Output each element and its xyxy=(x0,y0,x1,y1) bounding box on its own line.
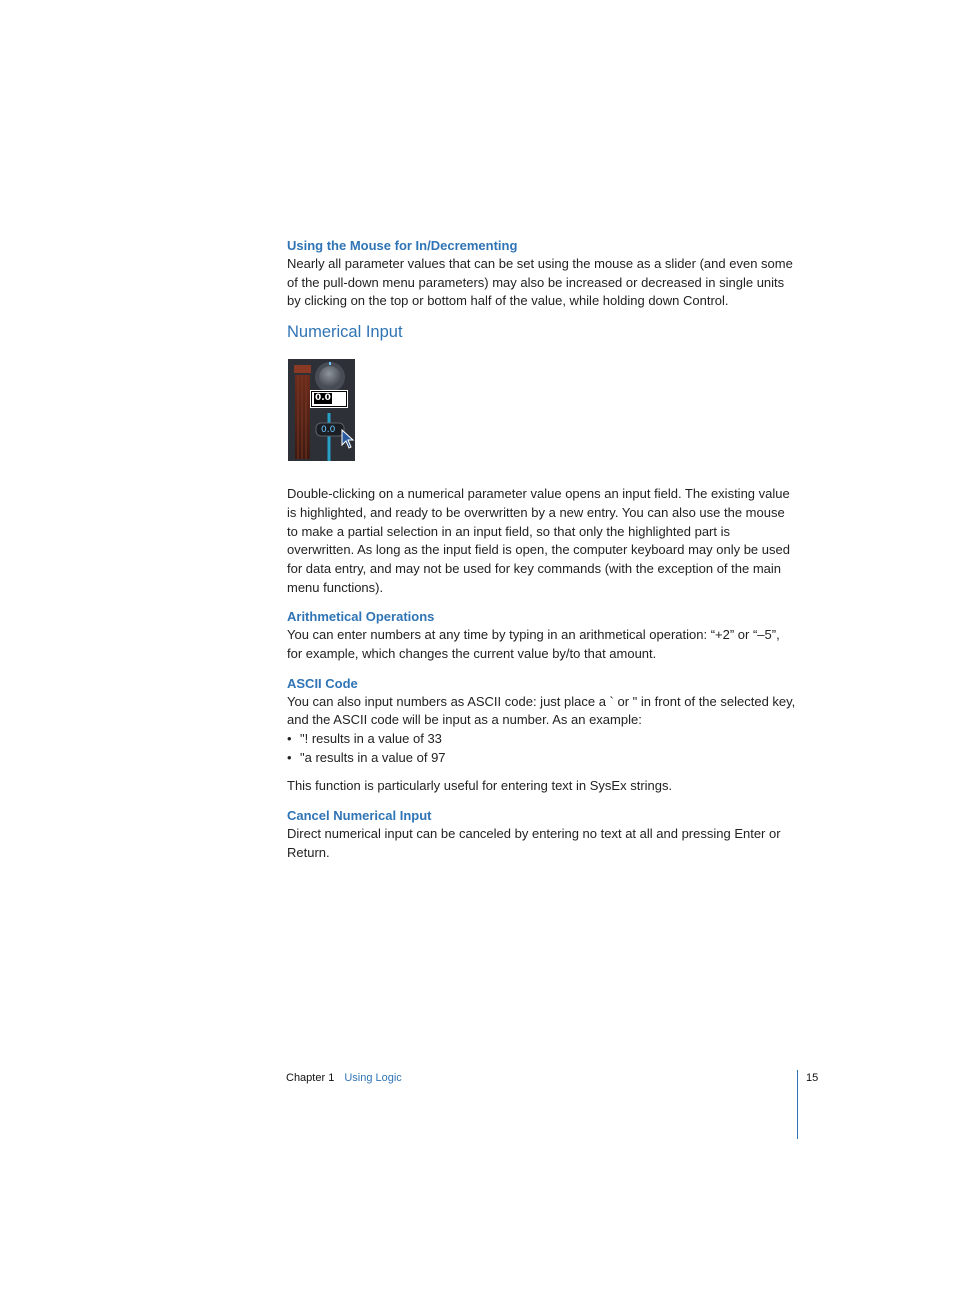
list-item: • "a results in a value of 97 xyxy=(287,749,797,768)
footer-chapter-title[interactable]: Using Logic xyxy=(344,1072,402,1084)
input-field-value: 0.0 xyxy=(315,393,331,404)
paragraph-using-mouse: Nearly all parameter values that can be set using the mouse as a slider (and even some of the pull-down menu parameters) may also be increased or decreased in single units by clicking on the top or bottom half of the value, while holding down Control. xyxy=(287,256,793,309)
page-divider xyxy=(797,1070,798,1139)
paragraph-ascii-code: You can also input numbers as ASCII code: just place a ` or " in front of the selected key, and the ASCII code will be input as a number. As an example: xyxy=(287,693,796,728)
ascii-examples-list xyxy=(287,730,797,767)
input-field[interactable] xyxy=(311,391,347,407)
list-item: • "! results in a value of 33 xyxy=(287,730,797,749)
heading-using-mouse: Using the Mouse for In/Decrementing xyxy=(287,238,518,253)
paragraph-numerical-input: Double-clicking on a numerical parameter value opens an input field. The existing value is highlighted, and ready to be overwritten by a new entry. You can also use the mouse to make a partial selection in an input field, so that only the highlighted part is overwritten. As long as the input field is open, the computer keyboard may only be used for data entry, and may not be used for key commands (with the exception of the main menu functions). xyxy=(287,486,790,595)
paragraph-arithmetical-operations: You can enter numbers at any time by typing in an arithmetical operation: “+2” or “–5”, for example, which changes the current value by/to that amount. xyxy=(287,627,780,662)
mouse-pointer-icon xyxy=(341,429,355,449)
page-number: 15 xyxy=(806,1072,819,1084)
page-footer xyxy=(286,1070,402,1086)
slider-value: 0.0 xyxy=(321,425,336,436)
footer-chapter: Chapter 1 xyxy=(286,1072,335,1084)
paragraph-cancel-numerical-input: Direct numerical input can be canceled by entering no text at all and pressing Enter or Return. xyxy=(287,825,781,860)
page-content xyxy=(287,236,797,862)
paragraph-ascii-after: This function is particularly useful for entering text in SysEx strings. xyxy=(287,778,673,794)
heading-numerical-input: Numerical Input xyxy=(287,323,403,342)
heading-cancel-numerical-input: Cancel Numerical Input xyxy=(287,807,432,823)
knob-icon[interactable] xyxy=(315,362,345,392)
numerical-input-figure xyxy=(288,359,355,461)
heading-arithmetical-operations: Arithmetical Operations xyxy=(287,609,435,625)
heading-ascii-code: ASCII Code xyxy=(287,675,358,691)
level-meter xyxy=(294,365,311,459)
